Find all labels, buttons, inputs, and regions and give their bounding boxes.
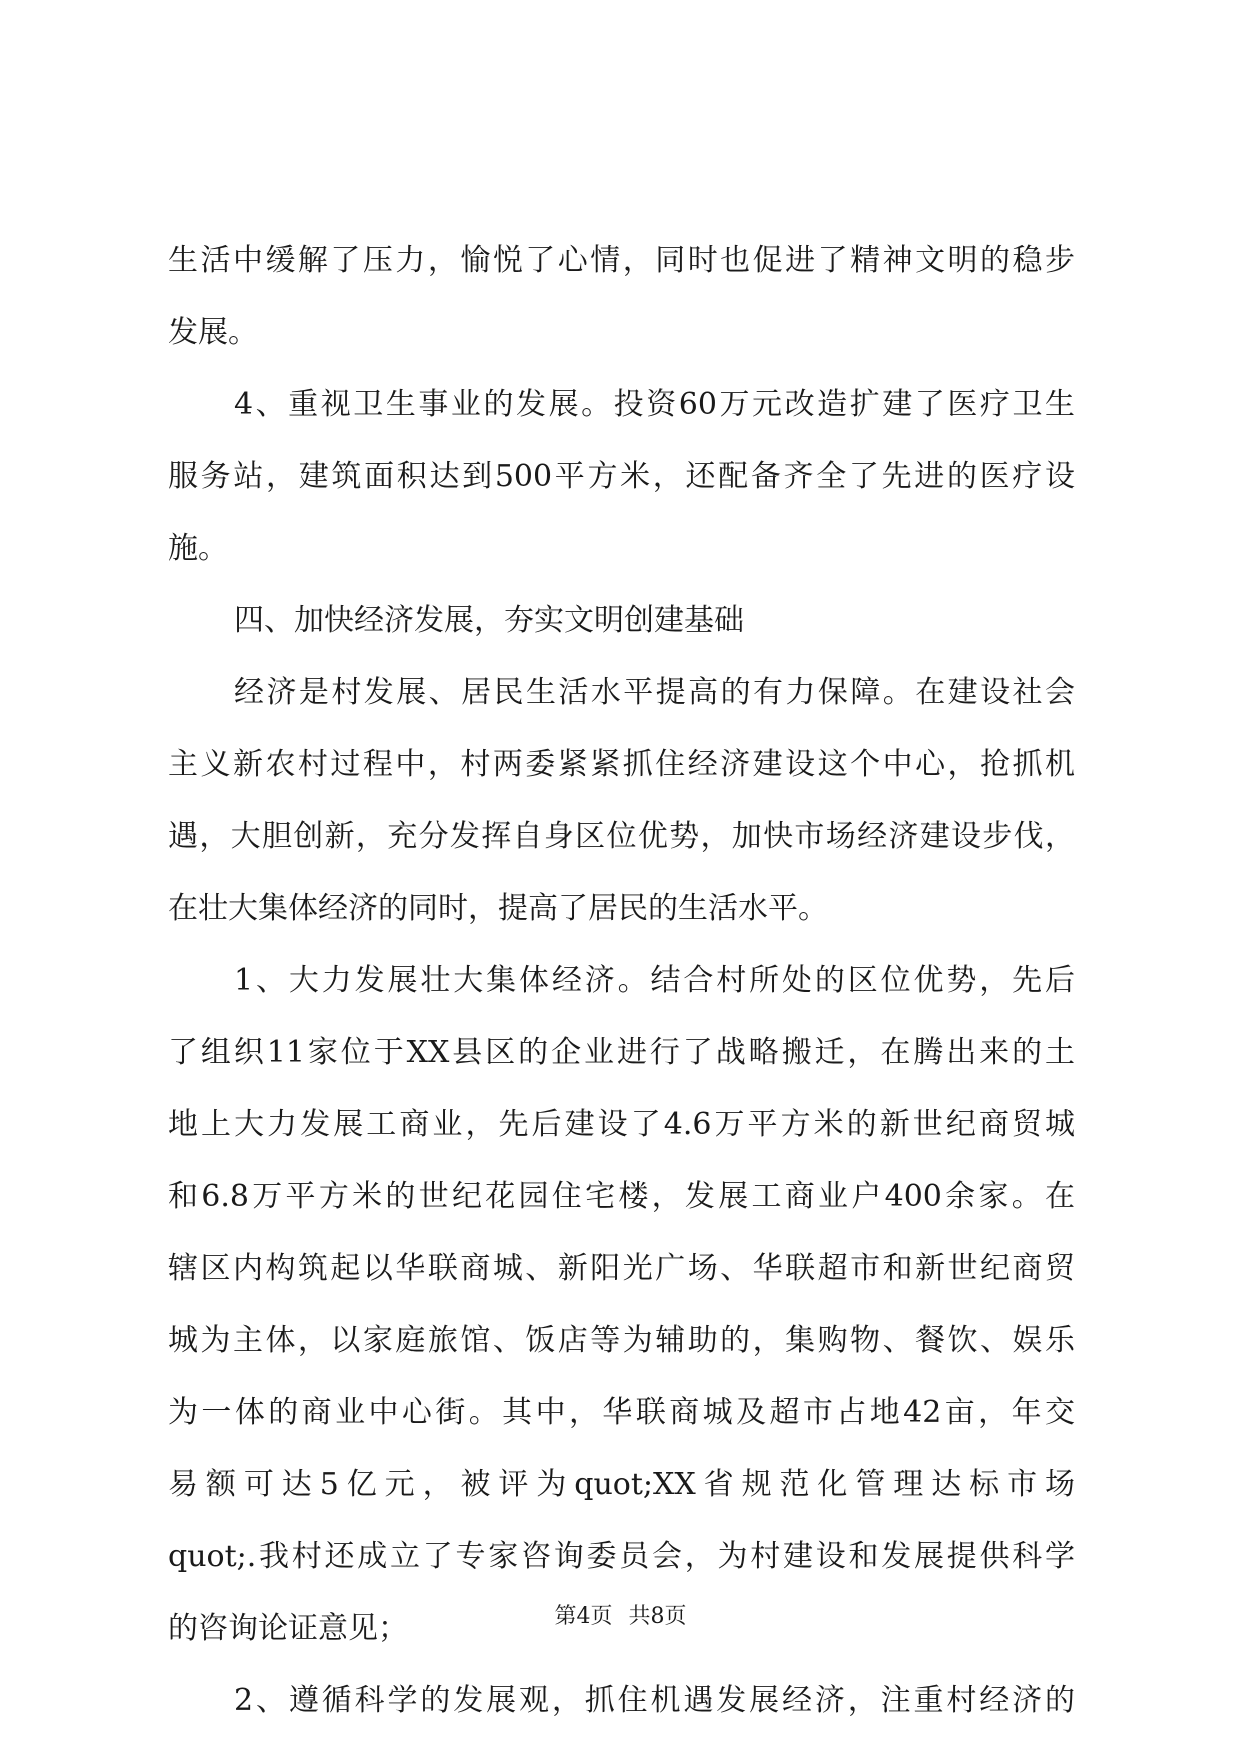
page-number: 第4页 [554,1604,613,1629]
text-line: 和6.8万平方米的世纪花园住宅楼，发展工商业户400余家。在 [168,1179,1075,1214]
page-total: 共8页 [628,1604,687,1629]
text-line: 四、加快经济发展，夯实文明创建基础 [234,603,744,638]
text-line: quot;.我村还成立了专家咨询委员会，为村建设和发展提供科学 [168,1539,1075,1574]
text-line: 生活中缓解了压力，愉悦了心情，同时也促进了精神文明的稳步 [168,243,1075,278]
text-line: 发展。 [168,315,258,350]
text-line: 辖区内构筑起以华联商城、新阳光广场、华联超市和新世纪商贸 [168,1251,1075,1286]
text-line: 2、遵循科学的发展观，抓住机遇发展经济，注重村经济的 [234,1683,1075,1718]
text-line: 经济是村发展、居民生活水平提高的有力保障。在建设社会 [234,675,1075,710]
text-line: 施。 [168,531,228,566]
text-line: 了组织11家位于XX县区的企业进行了战略搬迁，在腾出来的土 [168,1035,1075,1070]
text-line: 4、重视卫生事业的发展。投资60万元改造扩建了医疗卫生 [234,387,1075,422]
text-line: 遇，大胆创新，充分发挥自身区位优势，加快市场经济建设步伐， [168,819,1075,854]
text-line: 城为主体，以家庭旅馆、饭店等为辅助的，集购物、餐饮、娱乐 [168,1323,1075,1358]
page-footer [0,1602,1241,1632]
text-line: 主义新农村过程中，村两委紧紧抓住经济建设这个中心，抢抓机 [168,747,1075,782]
text-line: 的咨询论证意见； [168,1611,408,1646]
text-line: 地上大力发展工商业，先后建设了4.6万平方米的新世纪商贸城 [168,1107,1075,1142]
body-text [168,225,1075,1737]
text-line: 1、大力发展壮大集体经济。结合村所处的区位优势，先后 [234,963,1075,998]
text-line: 服务站，建筑面积达到500平方米，还配备齐全了先进的医疗设 [168,459,1075,494]
text-line: 为一体的商业中心街。其中，华联商城及超市占地42亩，年交 [168,1395,1075,1430]
text-line: 在壮大集体经济的同时，提高了居民的生活水平。 [168,891,828,926]
text-line: 易额可达5亿元，被评为quot;XX省规范化管理达标市场 [168,1467,1075,1502]
